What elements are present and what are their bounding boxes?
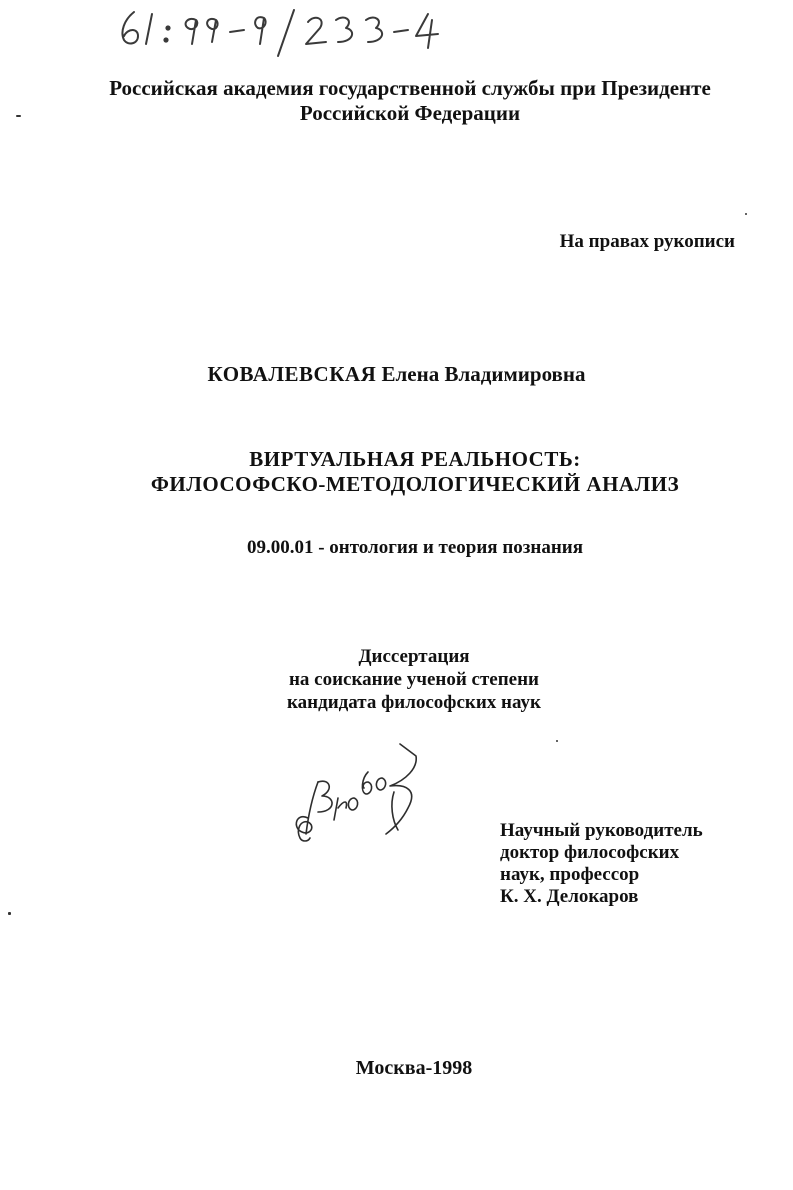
- institution-line-1: Российская академия государственной службы при Президенте: [109, 76, 711, 100]
- manuscript-rights-note: На правах рукописи: [559, 231, 735, 252]
- supervisor-line-2: доктор философских: [500, 842, 680, 863]
- scan-speck: [8, 912, 11, 915]
- handwritten-catalog-number-drawing: [112, 6, 452, 62]
- scientific-supervisor: [500, 820, 703, 908]
- signature-drawing: [278, 738, 428, 850]
- thesis-title-line-2: ФИЛОСОФСКО-МЕТОДОЛОГИЧЕСКИЙ АНАЛИЗ: [150, 472, 680, 496]
- scan-speck: [745, 213, 747, 215]
- scan-speck: [556, 740, 558, 742]
- author-surname: КОВАЛЕВСКАЯ: [207, 362, 377, 386]
- supervisor-line-3: наук, профессор: [500, 864, 640, 885]
- supervisor-line-4: К. Х. Делокаров: [500, 886, 639, 907]
- author-name: [0, 361, 793, 387]
- dissertation-line-3: кандидата философских наук: [287, 692, 541, 713]
- dissertation-description: [0, 645, 793, 714]
- supervisor-line-1: Научный руководитель: [500, 820, 703, 841]
- thesis-title: [60, 447, 770, 497]
- institution-line-2: Российской Федерации: [299, 101, 521, 125]
- specialty-code: 09.00.01 - онтология и теория познания: [246, 537, 584, 558]
- city-year: Москва-1998: [355, 1057, 473, 1079]
- dissertation-line-1: Диссертация: [358, 646, 470, 667]
- scan-speck: [16, 115, 21, 117]
- thesis-title-line-1: ВИРТУАЛЬНАЯ РЕАЛЬНОСТЬ:: [249, 447, 581, 471]
- institution-name: [90, 76, 730, 126]
- dissertation-line-2: на соискание ученой степени: [288, 669, 539, 690]
- handwritten-catalog-number: [112, 6, 452, 62]
- svg-text:61:99-9/233-4: 61:99-9/233-4: [112, 6, 118, 7]
- handwritten-signature: [278, 738, 428, 850]
- author-given-names: Елена Владимировна: [381, 362, 586, 386]
